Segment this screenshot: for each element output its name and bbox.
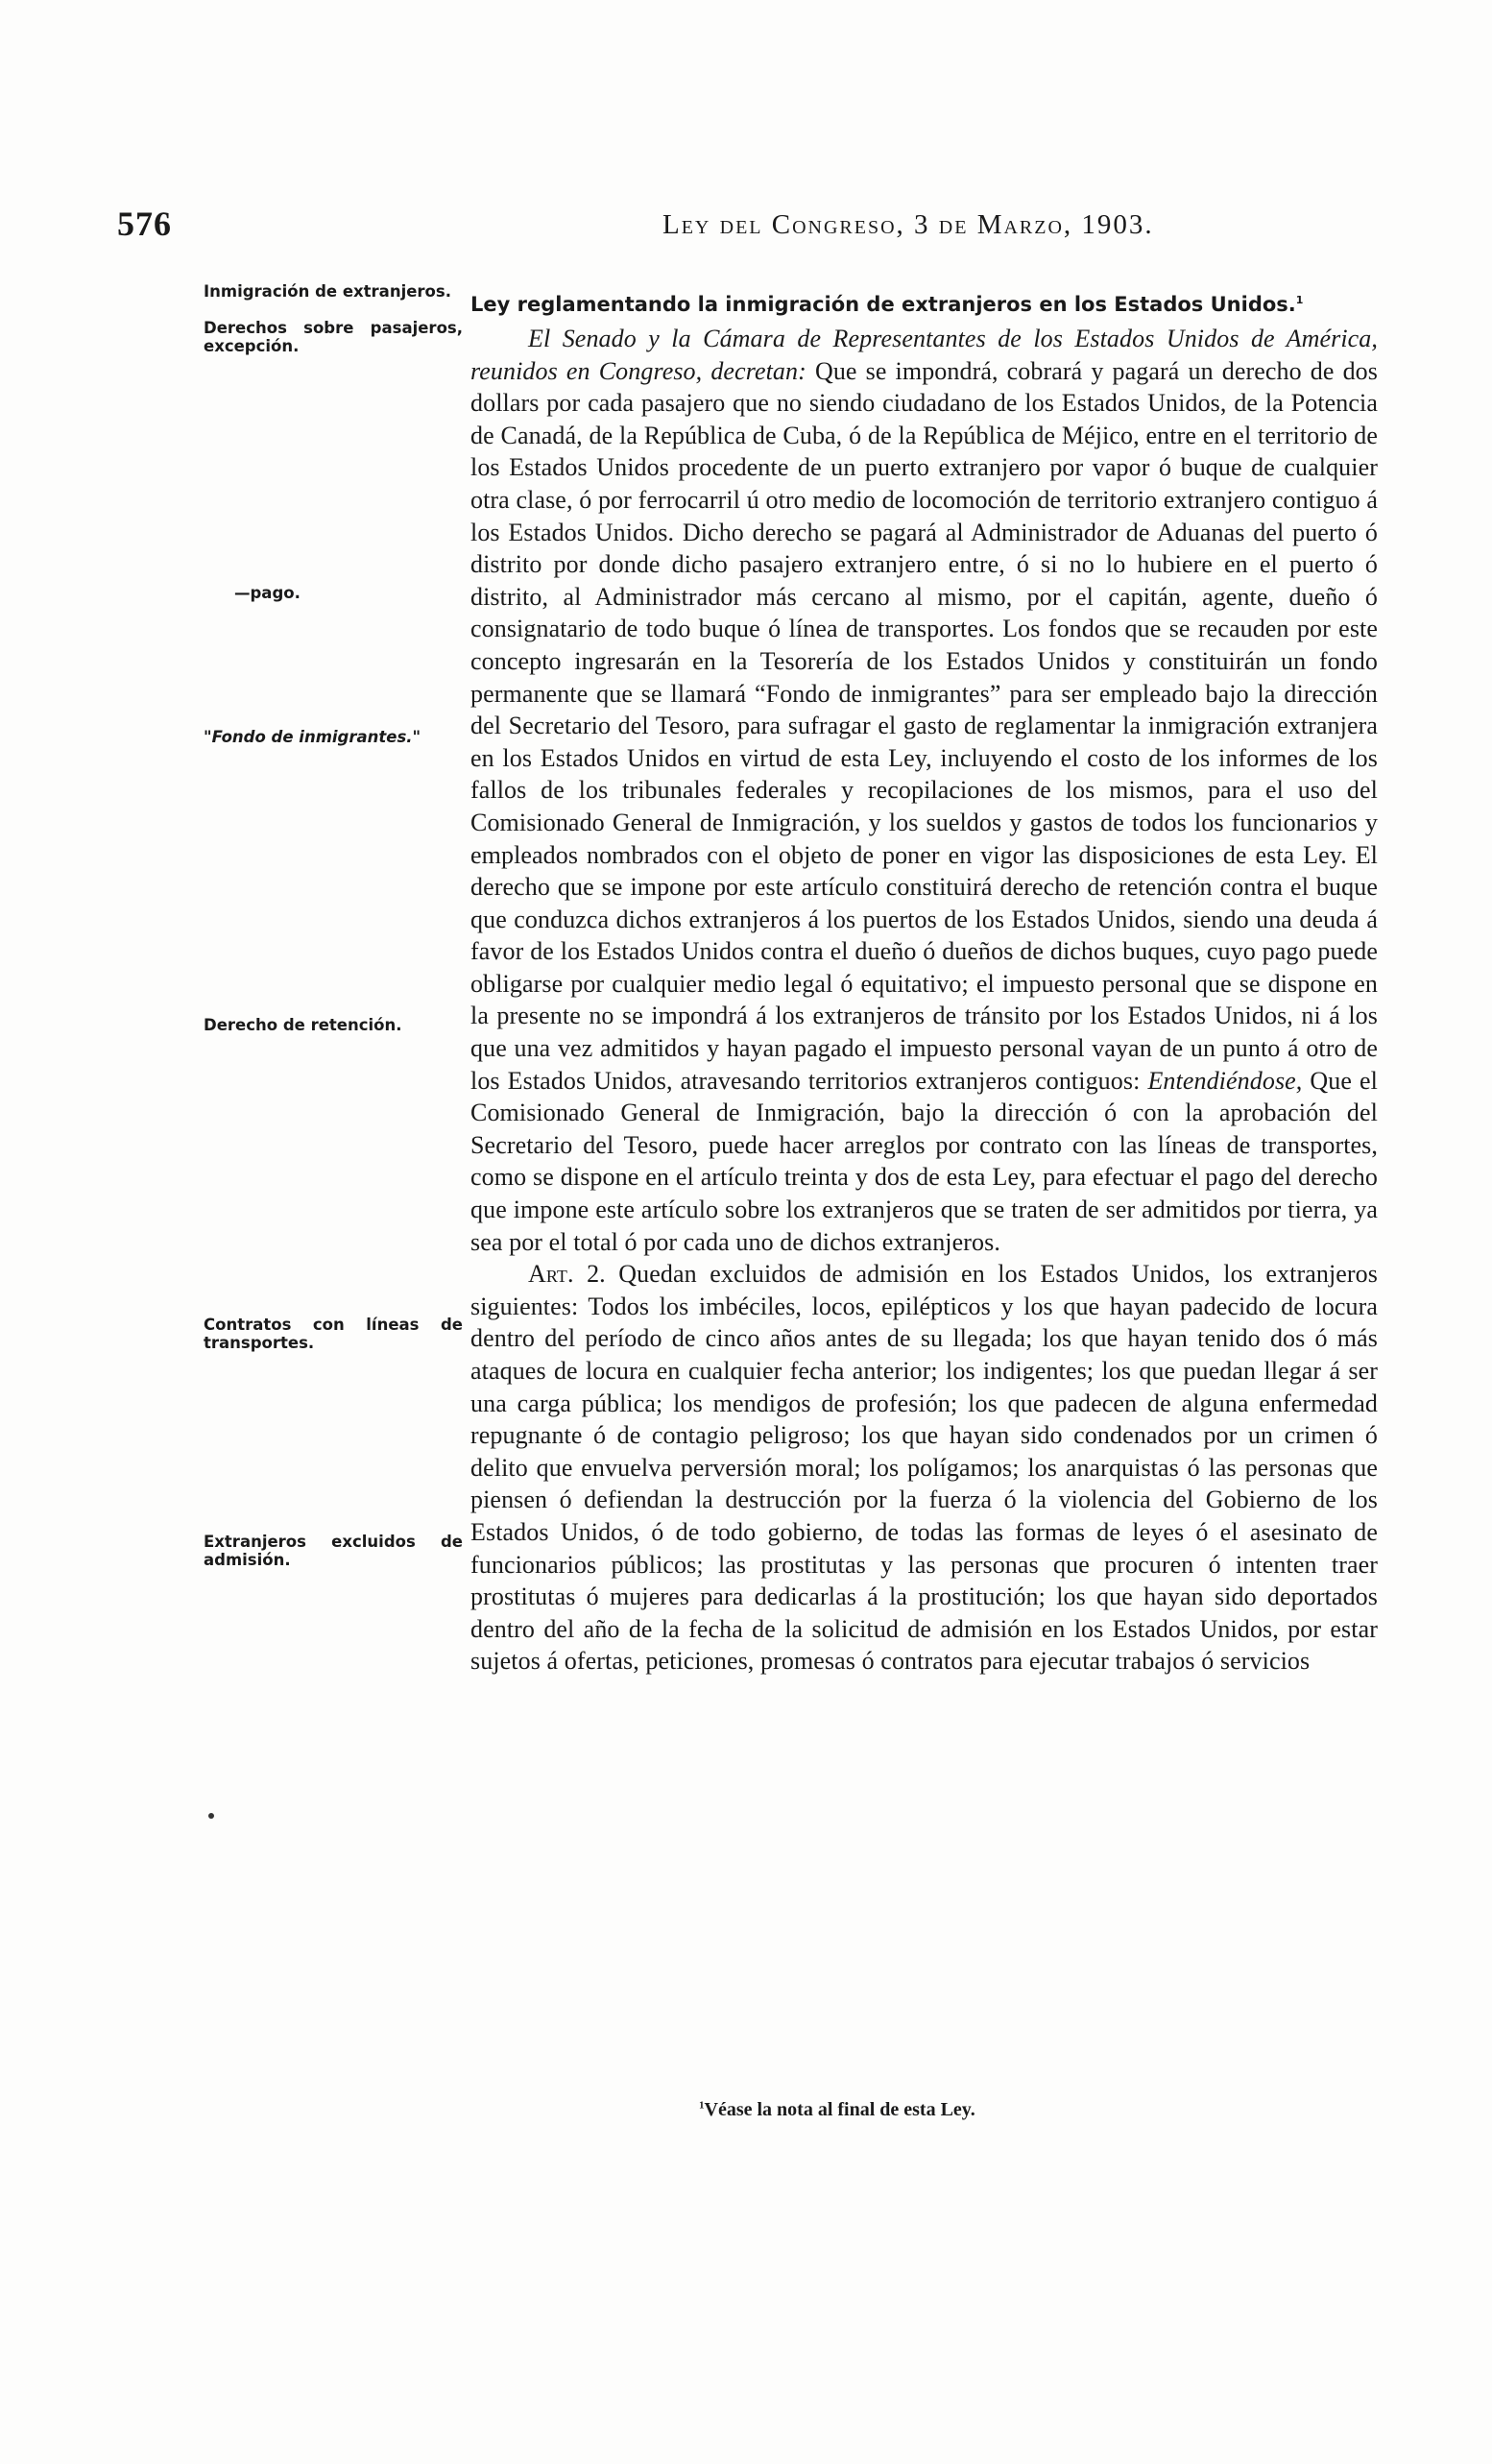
margin-note-fondo: "Fondo de inmigrantes." — [204, 728, 421, 746]
main-text — [470, 286, 1378, 1678]
margin-note-excluidos: Extranjeros excluidos de admisión. — [204, 1533, 463, 1569]
running-header: Ley del Congreso, 3 de Marzo, 1903. — [662, 209, 1154, 240]
margin-dot — [208, 1813, 214, 1819]
footnote-text: Véase la nota al final de esta Ley. — [704, 2099, 975, 2120]
paragraph-2-text: Quedan excluidos de admisión en los Estados Unidos, los extranjeros siguientes: Todos los imbéciles, locos, epilépticos y los que hayan padecido de locura dentro del período de cinco años antes de su llegada; los que hayan tenido dos ó más ataques de locura en cualquier fecha anterior; los indigentes; los que puedan llegar á ser una carga pública; los mendigos de profesión; los que padecen de alguna enfermedad repugnante ó de contagio peligroso; los que hayan sido condenados por un crimen ó delito que envuelva perversión moral; los polígamos; los anarquistas ó las personas que piensen ó defiendan la destrucción por la fuerza ó la violencia del Gobierno de los Estados Unidos, ó de todo gobierno, de todas las formas de leyes ó el asesinato de funcionarios públicos; las prostitutas y las personas que procuren ó intenten traer prostitutas ó mujeres para dedicarlas á la prostitución; los que hayan sido deportados dentro del año de la fecha de la solicitud de admisión en los Estados Unidos, por estar sujetos á ofertas, peticiones, promesas ó contratos para ejecutar trabajos ó servicios — [470, 1260, 1378, 1676]
footnote-marker: 1 — [1295, 294, 1304, 306]
margin-note-pago: —pago. — [234, 584, 301, 602]
enacting-clause: El Senado y la Cámara de Representantes de los Estados Unidos de América, reunidos en Congreso, decretan: — [470, 325, 1378, 385]
paragraph-1-text-a: Que se impondrá, cobrará y pagará un derecho de dos dollars por cada pasajero que no siendo ciudadano de los Estados Unidos, de la Potencia de Canadá, de la República de Cuba, ó de la República de Méjico, entre en el territorio de los Estados Unidos procedente de un puerto extranjero por vapor ó buque de cualquier otra clase, ó por ferrocarril ú otro medio de locomoción de territorio extranjero contiguo á los Estados Unidos. Dicho derecho se pagará al Administrador de Aduanas del puerto ó distrito por donde dicho pasajero extranjero entre, ó si no lo hubiere en el puerto ó distrito, al Administrador más cercano al mismo, por el capitán, agente, dueño ó consignatario de todo buque ó línea de transportes. Los fondos que se recauden por este concepto ingresarán en la Tesorería de los Estados Unidos y constituirán un fondo permanente que se llamará “Fondo de inmigrantes” para ser empleado bajo la dirección del Secretario del Tesoro, para sufragar el gasto de reglamentar la inmigración extranjera en los Estados Unidos en virtud de esta Ley, incluyendo el costo de los informes de los fallos de los tribunales federales y recopilaciones de los mismos, para el uso del Comisionado General de Inmigración, y los sueldos y gastos de todos los funcionarios y empleados nombrados con el objeto de poner en vigor las disposiciones de esta Ley. El derecho que se impone por este artículo constituirá derecho de retención contra el buque que conduzca dichos extranjeros á los puertos de los Estados Unidos, siendo una deuda á favor de los Estados Unidos contra el dueño ó dueños de dichos buques, cuyo pago puede obligarse por cualquier medio legal ó equitativo; el impuesto personal que se dispone en la presente no se impondrá á los extranjeros de tránsito por los Estados Unidos, ni á los que una vez admitidos y hayan pagado el impuesto personal vayan de un punto á otro de los Estados Unidos, atravesando territorios extranjeros contiguos: — [470, 356, 1379, 1095]
paragraph-1-text-b: Que el Comisionado General de Inmigración, bajo la dirección ó con la aprobación del Secretario del Tesoro, puede hacer arreglos por contrato con las líneas de transportes, como se dispone en el artículo treinta y dos de esta Ley, para efectuar el pago del derecho que impone este artículo sobre los extranjeros que se traten de ser admitidos por tierra, ya sea por el total ó por cada uno de dichos extranjeros. — [470, 1066, 1379, 1256]
margin-note-retencion: Derecho de retención. — [204, 1016, 402, 1034]
proviso: Entendiéndose, — [1147, 1066, 1303, 1095]
margin-note-derechos: Derechos sobre pasajeros, excepción. — [204, 319, 463, 355]
footnote-number: 1 — [699, 2099, 705, 2112]
act-title — [470, 286, 1378, 319]
page-number: 576 — [117, 205, 172, 243]
footnote — [699, 2099, 975, 2121]
paragraph-2 — [470, 1258, 1378, 1678]
margin-note-contratos: Contratos con líneas de transportes. — [204, 1316, 463, 1352]
article-label: Art. 2. — [528, 1260, 606, 1289]
paragraph-1 — [470, 323, 1378, 1258]
margin-note-inmigracion: Inmigración de extranjeros. — [204, 282, 451, 301]
act-title-text: Ley reglamentando la inmigración de extranjeros en los Estados Unidos. — [470, 293, 1296, 316]
